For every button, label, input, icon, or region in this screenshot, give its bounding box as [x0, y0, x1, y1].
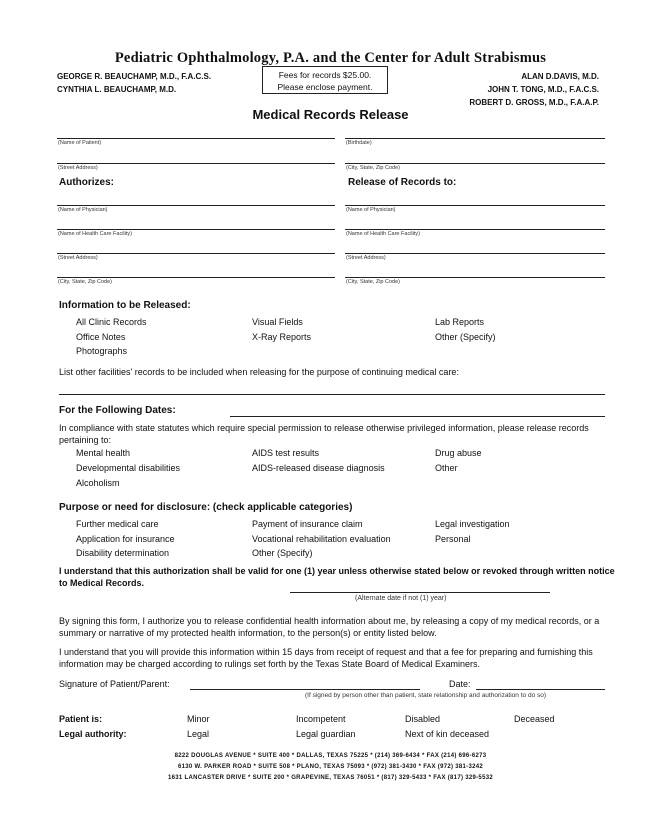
other-facilities-field[interactable] [59, 394, 605, 395]
patient-name-caption: (Name of Patient) [58, 140, 102, 146]
option-legal-investigation[interactable]: Legal investigation [435, 519, 510, 529]
option-drug-abuse[interactable]: Drug abuse [435, 448, 482, 458]
patient-street-caption: (Street Address) [58, 165, 98, 171]
option-office-notes[interactable]: Office Notes [76, 332, 126, 342]
fee-text: I understand that you will provide this information within 15 days from receipt of request and that a fee for preparing and furnishing this information may be charged according to rulings set forth by the Texas State Board of Medical Examiners. [59, 647, 593, 669]
footer-address-line: 1631 LANCASTER DRIVE * SUITE 200 * GRAPEVINE, TEXAS 76051 * (817) 329-5433 * FAX (817) 329-5532 [168, 775, 493, 781]
birthdate-field[interactable] [345, 138, 605, 139]
alternate-date-field[interactable] [290, 592, 550, 593]
signature-caption: (If signed by person other than patient, state relationship and authorization to do so) [305, 692, 547, 699]
option-xray-reports[interactable]: X-Ray Reports [252, 332, 312, 342]
option-all-clinic-records[interactable]: All Clinic Records [76, 317, 147, 327]
physician-caption: (Name of Physician) [58, 207, 108, 213]
release-facility-field[interactable] [345, 229, 605, 230]
fee-line: Fees for records $25.00. [278, 70, 372, 80]
practice-title: Pediatric Ophthalmology, P.A. and the Center for Adult Strabismus [114, 50, 547, 66]
option-developmental-disabilities[interactable]: Developmental disabilities [76, 463, 181, 473]
option-disability-determination[interactable]: Disability determination [76, 548, 170, 558]
footer-address-line: 8222 DOUGLAS AVENUE * SUITE 400 * DALLAS, TEXAS 75225 * (214) 369-6434 * FAX (214) 696-6273 [174, 753, 487, 759]
doctor-name: GEORGE R. BEAUCHAMP, M.D., F.A.C.S. [57, 72, 212, 81]
legal-authority-label: Legal authority: [59, 729, 127, 739]
dates-field[interactable] [230, 416, 605, 417]
option-aids-test-results[interactable]: AIDS test results [252, 448, 320, 458]
option-legal-guardian[interactable]: Legal guardian [296, 729, 356, 739]
release-to-label: Release of Records to: [348, 177, 457, 188]
option-deceased[interactable]: Deceased [514, 714, 555, 724]
patient-city-field[interactable] [345, 163, 605, 164]
option-vocational-rehab[interactable]: Vocational rehabilitation evaluation [252, 534, 391, 544]
doctor-name: JOHN T. TONG, M.D., F.A.C.S. [487, 85, 599, 94]
fee-line: Please enclose payment. [277, 82, 373, 92]
authorizing-city-field[interactable] [57, 277, 335, 278]
purpose-section-heading: Purpose or need for disclosure: (check applicable categories) [59, 502, 353, 513]
option-aids-diagnosis[interactable]: AIDS-released disease diagnosis [252, 463, 385, 473]
signature-date-field[interactable] [476, 689, 605, 690]
option-photographs[interactable]: Photographs [76, 346, 128, 356]
physician-caption: (Name of Physician) [346, 207, 396, 213]
footer-address-line: 6130 W. PARKER ROAD * SUITE 508 * PLANO, TEXAS 75093 * (972) 381-3430 * FAX (972) 381-3242 [177, 764, 483, 770]
dates-section-heading: For the Following Dates: [59, 405, 176, 416]
option-next-of-kin[interactable]: Next of kin deceased [405, 729, 490, 739]
city-caption: (City, State, Zip Code) [346, 279, 400, 285]
authorizing-facility-field[interactable] [57, 229, 335, 230]
validity-text: I understand that this authorization shall be valid for one (1) year unless otherwise stated below or revoked through written notice to Medical Records. [59, 566, 615, 588]
option-lab-reports[interactable]: Lab Reports [435, 317, 485, 327]
compliance-text: In compliance with state statutes which require special permission to release otherwise privileged information, please release records pertaining to: [59, 423, 589, 445]
right-doctor-list [469, 70, 599, 109]
street-caption: (Street Address) [58, 255, 98, 261]
date-label: Date: [449, 679, 471, 689]
street-caption: (Street Address) [346, 255, 386, 261]
option-legal[interactable]: Legal [187, 729, 210, 739]
signature-field[interactable] [190, 689, 420, 690]
facility-caption: (Name of Health Care Facility) [58, 231, 132, 237]
left-doctor-list [57, 70, 211, 96]
release-city-field[interactable] [345, 277, 605, 278]
option-minor[interactable]: Minor [187, 714, 210, 724]
doctor-name: CYNTHIA L. BEAUCHAMP, M.D. [57, 85, 177, 94]
release-street-field[interactable] [345, 253, 605, 254]
authorizes-label: Authorizes: [59, 177, 114, 188]
option-application-insurance[interactable]: Application for insurance [76, 534, 175, 544]
patient-city-caption: (City, State, Zip Code) [346, 165, 400, 171]
birthdate-caption: (Birthdate) [346, 140, 372, 146]
fee-notice-box [262, 66, 388, 94]
patient-street-field[interactable] [57, 163, 335, 164]
doctor-name: ROBERT D. GROSS, M.D., F.A.A.P. [469, 98, 599, 107]
form-title: Medical Records Release [252, 107, 409, 122]
facility-caption: (Name of Health Care Facility) [346, 231, 420, 237]
info-section-heading: Information to be Released: [59, 300, 191, 311]
option-payment-insurance-claim[interactable]: Payment of insurance claim [252, 519, 363, 529]
patient-name-field[interactable] [57, 138, 335, 139]
authorizing-street-field[interactable] [57, 253, 335, 254]
option-alcoholism[interactable]: Alcoholism [76, 478, 120, 488]
alternate-date-caption: (Alternate date if not (1) year) [355, 595, 447, 602]
doctor-name: ALAN D.DAVIS, M.D. [521, 72, 599, 81]
option-visual-fields[interactable]: Visual Fields [252, 317, 303, 327]
other-facilities-text: List other facilities' records to be included when releasing for the purpose of continuing medical care: [59, 367, 459, 377]
option-incompetent[interactable]: Incompetent [296, 714, 346, 724]
option-personal[interactable]: Personal [435, 534, 471, 544]
signing-text: By signing this form, I authorize you to release confidential health information about me, by releasing a copy of my medical records, or a summary or narrative of my protected health information, to the person(s) or entity listed below. [59, 616, 600, 638]
authorizing-physician-field[interactable] [57, 205, 335, 206]
option-purpose-other[interactable]: Other (Specify) [252, 548, 313, 558]
option-other-specify[interactable]: Other (Specify) [435, 332, 496, 342]
signature-label: Signature of Patient/Parent: [59, 679, 170, 689]
option-mental-health[interactable]: Mental health [76, 448, 131, 458]
option-disabled[interactable]: Disabled [405, 714, 441, 724]
option-further-medical-care[interactable]: Further medical care [76, 519, 159, 529]
release-physician-field[interactable] [345, 205, 605, 206]
patient-is-label: Patient is: [59, 714, 103, 724]
option-other[interactable]: Other [435, 463, 458, 473]
city-caption: (City, State, Zip Code) [58, 279, 112, 285]
